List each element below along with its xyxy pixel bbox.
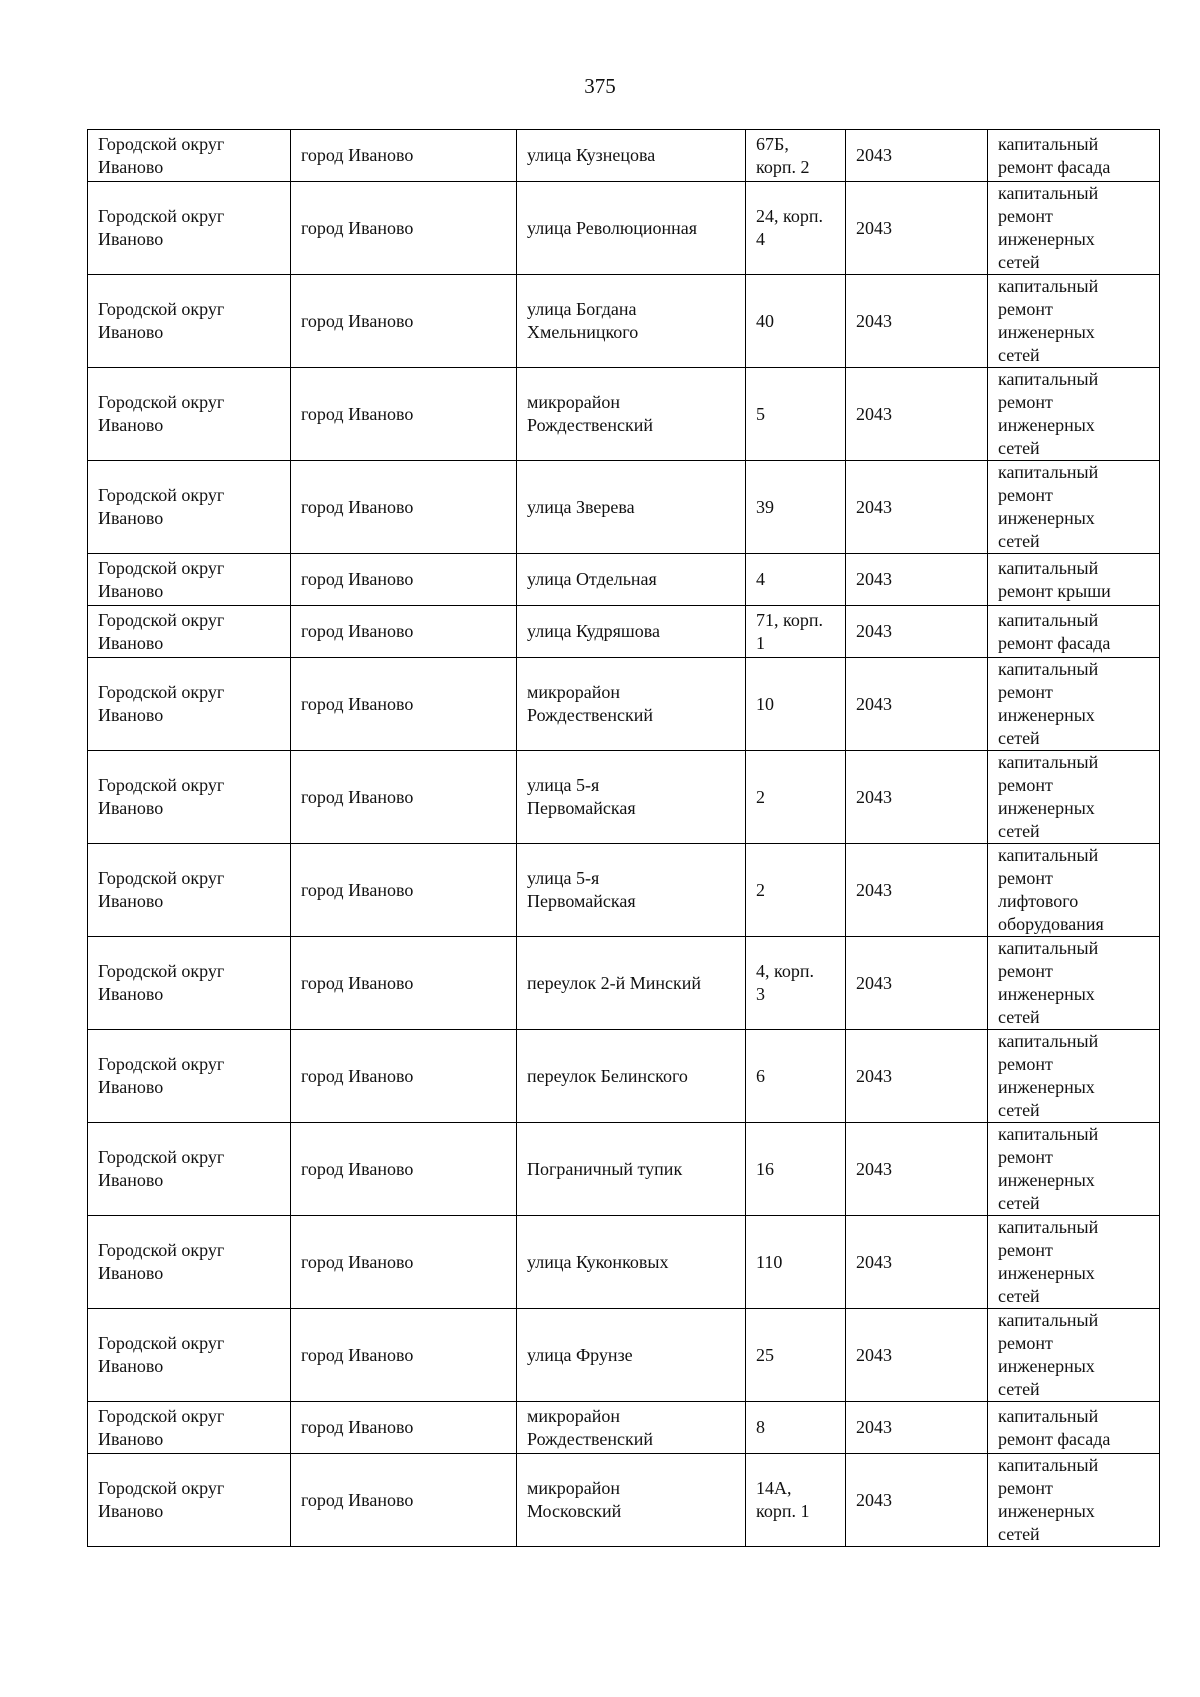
year-cell: 2043 (846, 1123, 988, 1216)
work-type-cell: капитальный ремонт лифтового оборудования (988, 844, 1160, 937)
house-number-cell: 6 (746, 1030, 846, 1123)
house-number-cell: 25 (746, 1309, 846, 1402)
city-cell: город Иваново (291, 275, 517, 368)
street-cell: переулок Белинского (517, 1030, 746, 1123)
city-cell: город Иваново (291, 844, 517, 937)
table-row (88, 554, 1160, 606)
city-cell: город Иваново (291, 182, 517, 275)
house-number-cell: 14А, корп. 1 (746, 1454, 846, 1547)
city-cell: город Иваново (291, 130, 517, 182)
year-cell: 2043 (846, 368, 988, 461)
year-cell: 2043 (846, 461, 988, 554)
work-type-cell: капитальный ремонт инженерных сетей (988, 368, 1160, 461)
house-number-cell: 40 (746, 275, 846, 368)
table-row (88, 1402, 1160, 1454)
table-row (88, 1030, 1160, 1123)
street-cell: микрорайон Рождественский (517, 368, 746, 461)
year-cell: 2043 (846, 182, 988, 275)
work-type-cell: капитальный ремонт фасада (988, 130, 1160, 182)
district-cell: Городской округ Иваново (88, 554, 291, 606)
district-cell: Городской округ Иваново (88, 1402, 291, 1454)
street-cell: улица Зверева (517, 461, 746, 554)
house-number-cell: 2 (746, 751, 846, 844)
street-cell: переулок 2-й Минский (517, 937, 746, 1030)
street-cell: улица Кудряшова (517, 606, 746, 658)
house-number-cell: 4, корп. 3 (746, 937, 846, 1030)
street-cell: микрорайон Рождественский (517, 1402, 746, 1454)
work-type-cell: капитальный ремонт фасада (988, 1402, 1160, 1454)
house-number-cell: 5 (746, 368, 846, 461)
street-cell: улица 5-я Первомайская (517, 844, 746, 937)
district-cell: Городской округ Иваново (88, 658, 291, 751)
district-cell: Городской округ Иваново (88, 130, 291, 182)
district-cell: Городской округ Иваново (88, 844, 291, 937)
work-type-cell: капитальный ремонт инженерных сетей (988, 1309, 1160, 1402)
work-type-cell: капитальный ремонт инженерных сетей (988, 658, 1160, 751)
city-cell: город Иваново (291, 554, 517, 606)
district-cell: Городской округ Иваново (88, 368, 291, 461)
year-cell: 2043 (846, 658, 988, 751)
house-number-cell: 10 (746, 658, 846, 751)
year-cell: 2043 (846, 275, 988, 368)
year-cell: 2043 (846, 554, 988, 606)
year-cell: 2043 (846, 1454, 988, 1547)
city-cell: город Иваново (291, 606, 517, 658)
city-cell: город Иваново (291, 1309, 517, 1402)
table-row (88, 658, 1160, 751)
work-type-cell: капитальный ремонт инженерных сетей (988, 461, 1160, 554)
district-cell: Городской округ Иваново (88, 1454, 291, 1547)
house-number-cell: 39 (746, 461, 846, 554)
year-cell: 2043 (846, 130, 988, 182)
district-cell: Городской округ Иваново (88, 1309, 291, 1402)
work-type-cell: капитальный ремонт инженерных сетей (988, 182, 1160, 275)
district-cell: Городской округ Иваново (88, 182, 291, 275)
city-cell: город Иваново (291, 461, 517, 554)
table-row (88, 275, 1160, 368)
street-cell: улица Кузнецова (517, 130, 746, 182)
year-cell: 2043 (846, 606, 988, 658)
page-number: 375 (584, 74, 616, 98)
work-type-cell: капитальный ремонт инженерных сетей (988, 275, 1160, 368)
year-cell: 2043 (846, 1216, 988, 1309)
city-cell: город Иваново (291, 1216, 517, 1309)
table-row (88, 606, 1160, 658)
city-cell: город Иваново (291, 1402, 517, 1454)
house-number-cell: 4 (746, 554, 846, 606)
work-type-cell: капитальный ремонт инженерных сетей (988, 1030, 1160, 1123)
street-cell: Пограничный тупик (517, 1123, 746, 1216)
work-type-cell: капитальный ремонт инженерных сетей (988, 1216, 1160, 1309)
house-number-cell: 110 (746, 1216, 846, 1309)
street-cell: улица Куконковых (517, 1216, 746, 1309)
work-type-cell: капитальный ремонт инженерных сетей (988, 1454, 1160, 1547)
house-number-cell: 2 (746, 844, 846, 937)
table-row (88, 461, 1160, 554)
district-cell: Городской округ Иваново (88, 275, 291, 368)
district-cell: Городской округ Иваново (88, 751, 291, 844)
table-row (88, 937, 1160, 1030)
district-cell: Городской округ Иваново (88, 1216, 291, 1309)
district-cell: Городской округ Иваново (88, 1123, 291, 1216)
year-cell: 2043 (846, 937, 988, 1030)
house-number-cell: 16 (746, 1123, 846, 1216)
house-number-cell: 71, корп. 1 (746, 606, 846, 658)
street-cell: улица 5-я Первомайская (517, 751, 746, 844)
house-number-cell: 8 (746, 1402, 846, 1454)
table-row (88, 844, 1160, 937)
table-row (88, 1216, 1160, 1309)
street-cell: улица Отдельная (517, 554, 746, 606)
year-cell: 2043 (846, 1402, 988, 1454)
district-cell: Городской округ Иваново (88, 461, 291, 554)
city-cell: город Иваново (291, 368, 517, 461)
district-cell: Городской округ Иваново (88, 606, 291, 658)
repair-schedule-table (87, 129, 1160, 1547)
district-cell: Городской округ Иваново (88, 1030, 291, 1123)
street-cell: улица Фрунзе (517, 1309, 746, 1402)
year-cell: 2043 (846, 751, 988, 844)
table-row (88, 368, 1160, 461)
year-cell: 2043 (846, 1309, 988, 1402)
table-row (88, 1454, 1160, 1547)
work-type-cell: капитальный ремонт инженерных сетей (988, 937, 1160, 1030)
street-cell: улица Революционная (517, 182, 746, 275)
street-cell: микрорайон Рождественский (517, 658, 746, 751)
work-type-cell: капитальный ремонт инженерных сетей (988, 1123, 1160, 1216)
year-cell: 2043 (846, 844, 988, 937)
city-cell: город Иваново (291, 1454, 517, 1547)
table-row (88, 130, 1160, 182)
city-cell: город Иваново (291, 751, 517, 844)
district-cell: Городской округ Иваново (88, 937, 291, 1030)
work-type-cell: капитальный ремонт крыши (988, 554, 1160, 606)
table-row (88, 751, 1160, 844)
city-cell: город Иваново (291, 937, 517, 1030)
city-cell: город Иваново (291, 1030, 517, 1123)
street-cell: микрорайон Московский (517, 1454, 746, 1547)
city-cell: город Иваново (291, 658, 517, 751)
table-row (88, 182, 1160, 275)
work-type-cell: капитальный ремонт инженерных сетей (988, 751, 1160, 844)
work-type-cell: капитальный ремонт фасада (988, 606, 1160, 658)
table-row (88, 1309, 1160, 1402)
city-cell: город Иваново (291, 1123, 517, 1216)
year-cell: 2043 (846, 1030, 988, 1123)
table-row (88, 1123, 1160, 1216)
table-body (88, 130, 1160, 1547)
street-cell: улица Богдана Хмельницкого (517, 275, 746, 368)
house-number-cell: 67Б, корп. 2 (746, 130, 846, 182)
house-number-cell: 24, корп. 4 (746, 182, 846, 275)
